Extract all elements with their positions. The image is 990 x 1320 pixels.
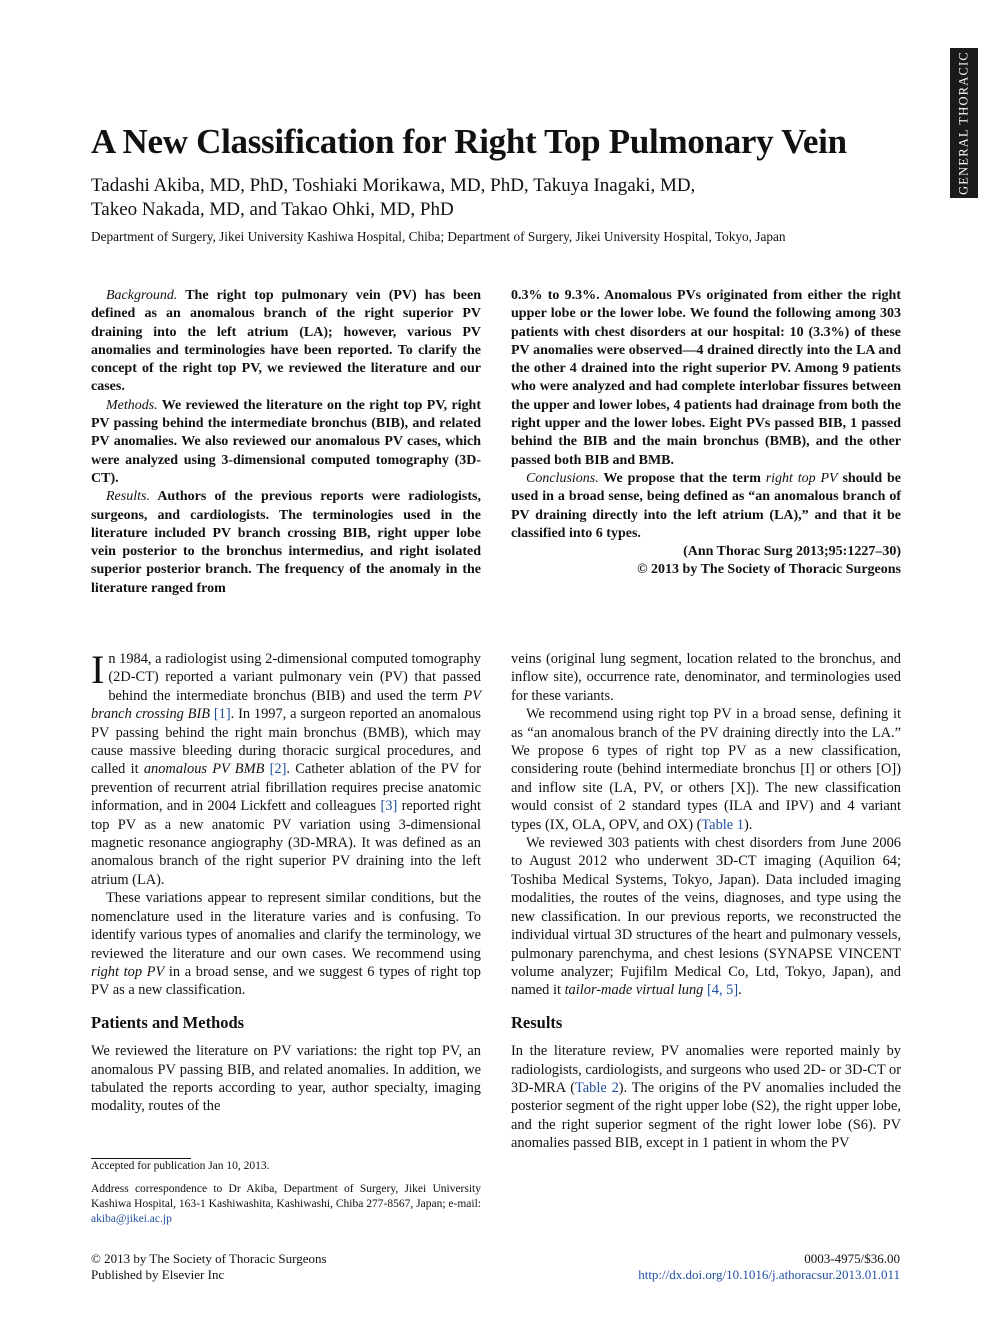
patients-text-a: We reviewed 303 patients with chest disorders from June 2006 to August 2012 who underwent 3D-CT imaging (Aquilion 64; Toshiba Medical Systems, Tokyo, Japan). Data included imaging modalities, the routes of the veins, diagnoses, and type using the new classification. In our previous reports, we reconstructed the individual virtual 3D structures of the heart and pulmonary vessels, pulmonary parenchyma, and chest lesions (SYNAPSE VINCENT volume analyzer; Fujifilm Medical Co, Ltd, Tokyo, Japan), and named it bbox=[511, 835, 901, 999]
classification-paragraph bbox=[511, 705, 901, 834]
abstract-background bbox=[91, 287, 481, 397]
intro2-text-a: These variations appear to represent similar conditions, but the nomenclature used in the literature varies and is confusing. To identify various types of anomalies and clarify the terminology, we reviewed the literature and our own cases. We recommend using bbox=[91, 890, 481, 962]
author-list bbox=[91, 174, 695, 222]
methods-paragraph-continued: veins (original lung segment, location related to the bronchus, and inflow site), occurrence rate, denominator, and terminologies used for these variants. bbox=[511, 651, 901, 704]
results-paragraph bbox=[511, 1042, 901, 1152]
table-2-link[interactable]: Table 2 bbox=[575, 1079, 619, 1096]
address-text: Address correspondence to Dr Akiba, Department of Surgery, Jikei University Kashiwa Hospital, 163-1 Kashiwashita, Kashiwashi, Chiba 277-8567, Japan; e-mail: bbox=[91, 1183, 481, 1210]
section-tab-label: GENERAL THORACIC bbox=[956, 51, 971, 195]
results-text-a: Authors of the previous reports were radiologists, surgeons, and cardiologists. The terminologies used in the literature included PV branch crossing BIB, right upper lobe vein posterior to the bronchus intermedius, and right isolated superior posterior branch. The frequency of the anomaly in the literature ranged from bbox=[91, 489, 481, 596]
footer-issn: 0003-4975/$36.00 bbox=[804, 1251, 900, 1266]
intro-text-c: . Catheter ablation of the PV for prevention of recurrent atrial fibrillation requires precise anatomic information, and in 2004 Lickfett and colleagues bbox=[91, 761, 481, 815]
footnote-address bbox=[91, 1182, 481, 1227]
abstract-results bbox=[91, 488, 481, 598]
reference-link-1[interactable]: [1] bbox=[213, 706, 231, 723]
reference-link-3[interactable]: [3] bbox=[380, 798, 398, 815]
background-label: Background. bbox=[106, 288, 178, 303]
intro-paragraph-2 bbox=[91, 889, 481, 999]
methods-paragraph: We reviewed the literature on PV variations: the right top PV, an anomalous PV passing BIB, and related anomalies. In addition, we tabulated the reports according to year, author specialty, imaging modality, routes of the bbox=[91, 1043, 481, 1115]
intro-text-b: . In 1997, a surgeon reported an anomalous PV passing behind the right main bronchus (BMB), which may cause massive bleeding during thoracic surgical procedures, and called it bbox=[91, 706, 481, 778]
results-body-a: In the literature review, PV anomalies were reported mainly by radiologists, cardiologists, and surgeons who used 2D- or 3D-CT or 3D-MRA ( bbox=[511, 1043, 901, 1096]
footer-publisher: Published by Elsevier Inc bbox=[91, 1266, 225, 1282]
intro-paragraph-1 bbox=[91, 647, 481, 889]
conclusions-text-a: We propose that the term bbox=[603, 470, 761, 486]
results-body-b: ). The origins of the PV anomalies included the posterior segment of the right upper lobe (S2), the right upper lobe, and the right superior segment of the right lower lobe (S6). PV anomalies passed BIB, except in 1 patient in whom the PV bbox=[511, 1079, 902, 1152]
abstract-copyright: © 2013 by The Society of Thoracic Surgeons bbox=[637, 562, 901, 578]
patients-paragraph bbox=[511, 834, 901, 1000]
affiliation: Department of Surgery, Jikei University Kashiwa Hospital, Chiba; Department of Surgery, Jikei University Hospital, Tokyo, Japan bbox=[91, 229, 786, 244]
abstract-left-column bbox=[91, 287, 481, 598]
conclusions-label: Conclusions. bbox=[526, 470, 599, 486]
footnote-accepted: Accepted for publication Jan 10, 2013. bbox=[91, 1160, 270, 1172]
intro-text-d: reported right top PV as a new anatomic PV variation using 3-dimensional magnetic resonance angiography (3D-MRA). It was defined as an anomalous branch of the right superior PV draining into the left atrium (LA). bbox=[91, 798, 481, 888]
email-link[interactable]: akiba@jikei.ac.jp bbox=[91, 1213, 172, 1225]
results-label: Results. bbox=[106, 489, 150, 505]
conclusions-text-b: should be used in a broad sense, being defined as “an anomalous branch of PV draining directly into the left atrium (LA),” and that it be classified into 6 types. bbox=[511, 470, 901, 541]
term-tailor-made: tailor-made virtual lung bbox=[564, 982, 704, 999]
heading-results: Results bbox=[511, 1012, 563, 1032]
section-tab bbox=[950, 48, 978, 198]
reference-link-2[interactable]: [2] bbox=[269, 761, 287, 778]
methods-text: We reviewed the literature on the right top PV, right PV passing behind the intermediate bronchus (BIB), and related PV anomalies. We also reviewed our anomalous PV cases, which were analyzed using 3-dimensional computed tomography (3D-CT). bbox=[91, 397, 482, 486]
patients-text-b: . bbox=[738, 982, 742, 999]
footer-right bbox=[560, 1251, 900, 1282]
intro2-text-b: in a broad sense, and we suggest 6 types of right top PV as a new classification. bbox=[91, 963, 482, 999]
abstract-results-continued bbox=[511, 287, 901, 470]
doi-link[interactable]: http://dx.doi.org/10.1016/j.athoracsur.2013.01.011 bbox=[638, 1266, 900, 1282]
abstract-conclusions bbox=[511, 470, 901, 543]
reference-link-4-5[interactable]: [4, 5] bbox=[706, 982, 739, 999]
term-pv-branch: PV branch crossing BIB bbox=[91, 687, 481, 723]
body-right-column bbox=[511, 650, 901, 1153]
table-1-link[interactable]: Table 1 bbox=[701, 816, 744, 833]
intro-text-a: n 1984, a radiologist using 2-dimensional computed tomography (2D-CT) reported a variant pulmonary vein (PV) that passed behind the intermediate bronchus (BIB) and used the term bbox=[108, 651, 481, 704]
classification-text-a: We recommend using right top PV in a broad sense, defining it as “an anomalous branch of the PV draining directly into the LA.” We propose 6 types of right top PV as a new classification, considering route (behind intermediate bronchus [I] or others [O]) and inflow site (LA, PV, or others [X]). The new classification would consist of 2 standard types (ILA and IPV) and 4 variant types (IX, OLA, OPV, and OX) ( bbox=[511, 706, 901, 833]
abstract-right-column bbox=[511, 287, 901, 580]
background-text: The right top pulmonary vein (PV) has been defined as an anomalous branch of the right superior PV draining into the left atrium (LA); however, various PV anomalies and terminologies have been reported. To clarify the concept of the right top PV, we reviewed the literature and our cases. bbox=[91, 288, 481, 395]
conclusions-term: right top PV bbox=[765, 470, 838, 486]
drop-cap: I bbox=[91, 647, 105, 692]
article-title: A New Classification for Right Top Pulmonary Vein bbox=[91, 122, 847, 161]
results-text-b: 0.3% to 9.3%. Anomalous PVs originated from either the right upper lobe or the lower lobe. We found the following among 303 patients with chest disorders at our hospital: 10 (3.3%) of these PV anomalies were observed—4 drained directly into the LA and the other 4 drained into the right superior PV. Among 9 patients who were analyzed and had complete interlobar fissures between the upper and lower lobes, 4 patients had drainage from both the right upper and the lower lobes. Eight PVs passed BIB, 1 passed behind the BIB and the main bronchus (BMB), and the other passed both BIB and BMB. bbox=[511, 288, 901, 468]
journal-citation: (Ann Thorac Surg 2013;95:1227–30) bbox=[683, 544, 901, 560]
classification-text-b: ). bbox=[743, 816, 753, 833]
abstract-methods bbox=[91, 397, 481, 488]
term-right-top-pv: right top PV bbox=[91, 963, 165, 980]
authors-line-2: Takeo Nakada, MD, and Takao Ohki, MD, PhD bbox=[91, 199, 454, 220]
body-left-column bbox=[91, 647, 482, 1116]
heading-patients-methods: Patients and Methods bbox=[91, 1012, 245, 1032]
authors-line-1: Tadashi Akiba, MD, PhD, Toshiaki Morikawa, MD, PhD, Takuya Inagaki, MD, bbox=[91, 175, 696, 196]
footer-left bbox=[91, 1251, 327, 1282]
footer-copyright: © 2013 by The Society of Thoracic Surgeons bbox=[91, 1251, 327, 1266]
methods-label: Methods. bbox=[106, 397, 158, 413]
term-anomalous-pv: anomalous PV BMB bbox=[143, 761, 265, 778]
